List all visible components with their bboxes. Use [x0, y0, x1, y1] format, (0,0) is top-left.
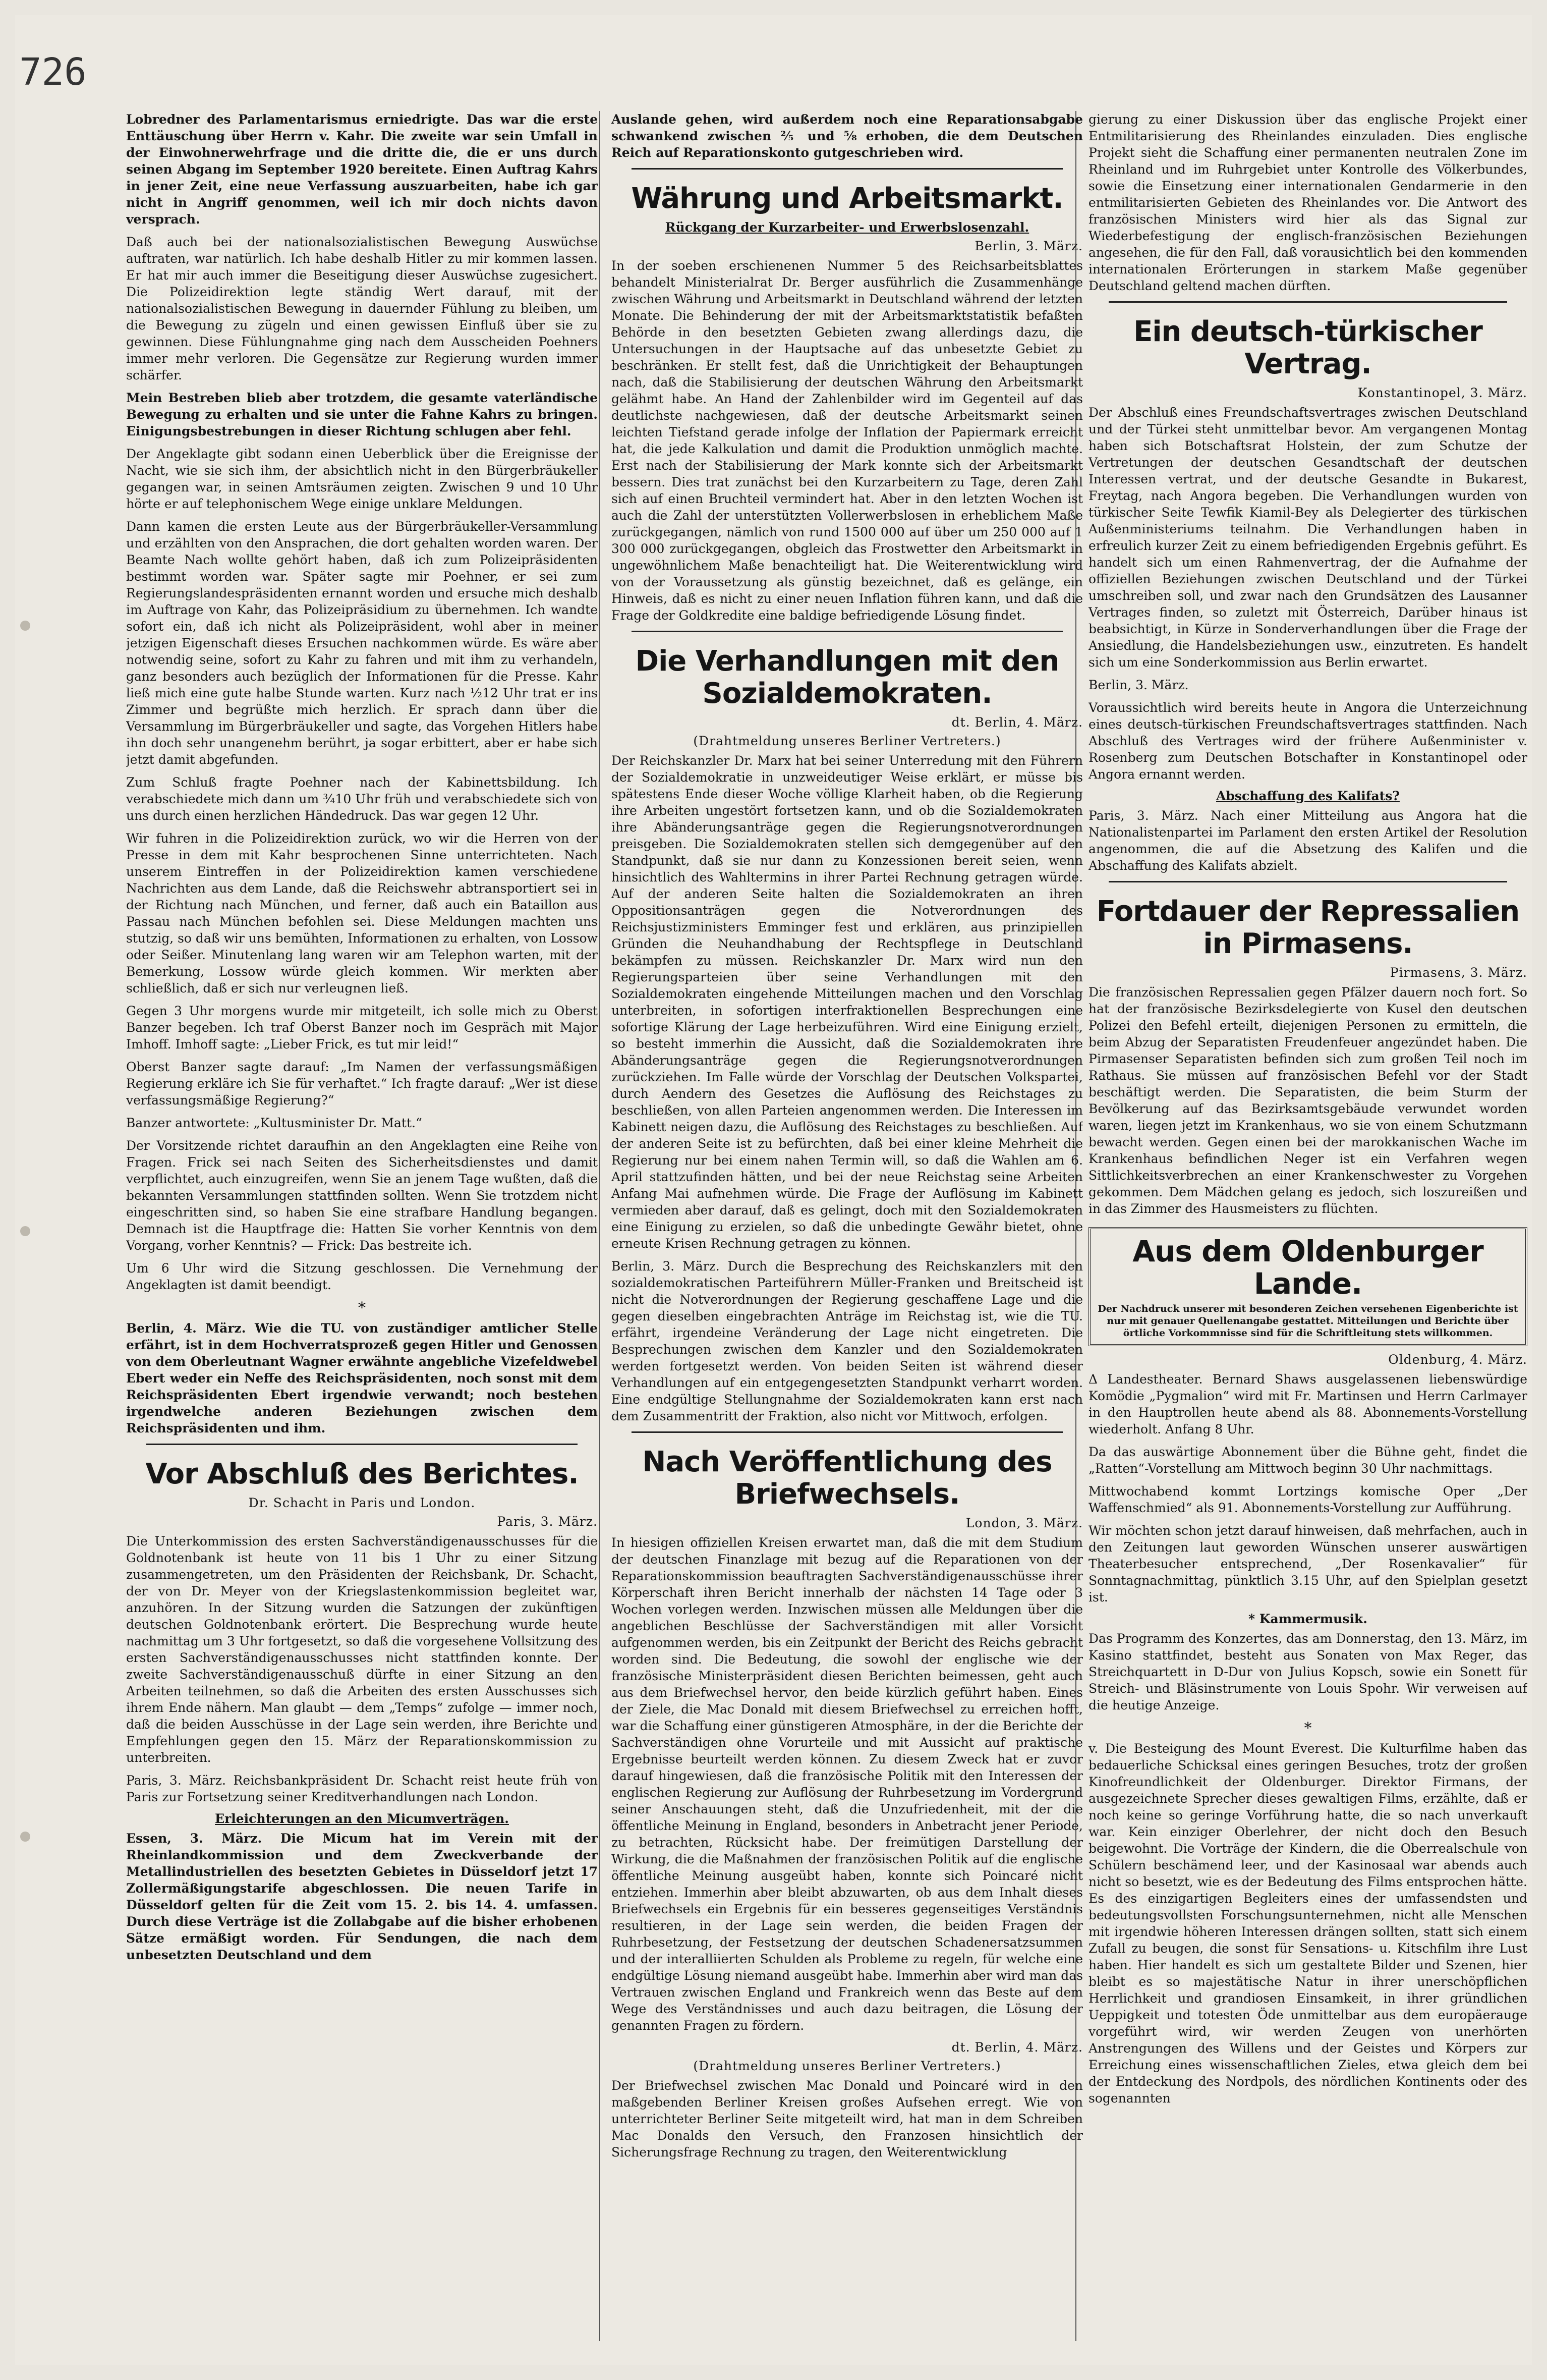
paragraph: Der Abschluß eines Freundschaftsvertrages zwischen Deutschland und der Türkei steht unmittelbar bevor. Am vergangenen Montag haben sich Botschaftsrat Holstein, der zum Schutze der Vertretungen der deutschen Gesandtschaft der deutschen Interessen vertrat, und der deutsche Gesandte in Bukarest, Freytag, nach Angora begeben. Die Verhandlungen wurden von türkischer Seite Tewfik Kiamil-Bey als Delegierter des türkischen Außenministeriums teilnahm. Die Verhandlungen haben in erfreulich kurzer Zeit zu einem befriedigenden Ergebnis geführt. Es handelt sich um einen Rahmenvertrag, der die Aufnahme der offiziellen Beziehungen zwischen Deutschland und der Türkei umschreiben soll, und zwar nach den Grundsätzen des Lausanner Vertrages finden, so zuletzt mit Österreich, Darüber hinaus ist beabsichtigt, in Kürze in Sonderverhandlungen über die Frage der Ansiedlung, die Handelsbeziehungen usw., einzutreten. Es handelt sich um eine Sonderkommission aus Berlin erwartet. [1088, 405, 1527, 670]
headline-subtitle: Dr. Schacht in Paris und London. [248, 1496, 476, 1510]
headline-tuerkei: Ein deutsch-türkischer Vertrag. [1133, 315, 1482, 380]
paragraph: Da das auswärtige Abonnement über die Bühne geht, findet die „Ratten“-Vorstellung am Mittwoch beginn 30 Uhr nachmittags. [1088, 1445, 1527, 1476]
paragraph: Der Angeklagte gibt sodann einen Ueberblick über die Ereignisse der Nacht, wie sie sich ihm, der absichtlich nicht in den Bürgerbräukeller gegangen war, in seinen Amtsräumen zeigten. Zwischen 9 und 10 Uhr hörte er auf telephonischem Wege einige unklare Meldungen. [126, 447, 598, 511]
col2-paragraphs-3 [611, 1534, 1083, 2034]
col3-paragraphs-6 [1088, 1740, 1527, 2107]
paragraph: Voraussichtlich wird bereits heute in Angora die Unterzeichnung eines deutsch-türkischen Freundschaftsvertrages stattfinden. Nach Abschluß des Vertrages wird der frühere Außenminister v. Rosenberg zum Deutschen Botschafter in Konstantinopel oder Angora ernannt werden. [1088, 700, 1527, 782]
col3-paragraphs-4 [1088, 1371, 1527, 1606]
reprint-note: Der Nachdruck unserer mit besonderen Zeichen versehenen Eigenberichte ist nur mit genauer Quellenangabe gestattet. Mitteilungen und Berichte über örtliche Vorkommnisse sind für die Schriftleitung stets willkommen. [1098, 1303, 1518, 1339]
subheadline-kammermusik: * Kammermusik. [1248, 1612, 1367, 1626]
paragraph: Der Vorsitzende richtet daraufhin an den Angeklagten eine Reihe von Fragen. Frick sei nach Seiten des Sicherheitsdienstes und damit verpflichtet, auch einzugreifen, wenn Sie an jenem Tage wußten, daß die bekannten Versammlungen stattfinden sollten. Wenn Sie trotzdem nicht eingeschritten sind, so haben Sie eine strafbare Handlung begangen. Demnach ist die Hauptfrage die: Hatten Sie vorher Kenntnis von dem Vorgang, vorher Kenntnis? — Frick: Das bestreite ich. [126, 1138, 598, 1253]
headline-sozialdemokraten: Die Verhandlungen mit den Sozialdemokraten. [635, 645, 1059, 710]
dateline: dt. Berlin, 4. März. [951, 715, 1083, 730]
lead-paragraph: gierung zu einer Diskussion über das englische Projekt einer Entmilitarisierung des Rheinlandes einzuladen. Dies englische Projekt sieht die Schaffung einer permanenten neutralen Zone im Rheinland und im Ruhrgebiet unter Kontrolle des Völkerbundes, sowie die Einsetzung einer internationalen Gendarmerie in den entmilitarisierten Gebieten des Rheinlandes vor. Die Antwort des französischen Ministers wird hier als das Signal zur Wiederbefestigung der englisch-französischen Beziehungen angesehen, die für den Fall, daß vorausichtlich bei den kommenden internationalen Erörterungen in starkem Maße gegenüber Deutschland geltend machen dürften. [1088, 112, 1527, 293]
dateline: Berlin, 3. März. [975, 239, 1083, 253]
paragraph: Zum Schluß fragte Poehner nach der Kabinettsbildung. Ich verabschiedete mich dann um ¾10 Uhr früh und verabschiedete sich von uns durch einen herzlichen Händedruck. Das war gegen 12 Uhr. [126, 775, 598, 823]
dateline: dt. Berlin, 4. März. [951, 2040, 1083, 2055]
headline-oldenburg: Aus dem Oldenburger Lande. [1132, 1234, 1483, 1301]
dateline-note: (Drahtmeldung unseres Berliner Vertreters.) [693, 734, 1001, 748]
paragraph: Die Unterkommission des ersten Sachverständigenausschusses für die Goldnotenbank ist heute von 11 bis 1 Uhr zu einer Sitzung zusammengetreten, um den Präsidenten der Reichsbank, Dr. Schacht, der von Dr. Meyer von der Kriegslastenkommission begleitet war, anzuhören. In der Sitzung wurden die Satzungen der zukünftigen deutschen Goldnotenbank erörtert. Die Besprechung wurde heute nachmittag um 3 Uhr fortgesetzt, so daß die vorgesehene Vollsitzung des ersten Sachverständigenausschusses nicht stattfinden konnte. Der zweite Sachverständigenausschuß dürfte in einer Sitzung an den Arbeiten teilnehmen, so daß die Arbeiten des ersten Ausschusses sich ihrem Ende nähern. Man glaubt — dem „Temps“ zufolge — immer noch, daß die beiden Ausschüsse in der Lage sein werden, ihre Berichte und Empfehlungen gegen den 15. März der Reparationskommission zu unterbreiten. [126, 1534, 598, 1765]
berlin-note: Berlin, 4. März. Wie die TU. von zuständiger amtlicher Stelle erfährt, ist in dem Hochverratsprozeß gegen Hitler und Genossen von dem Oberleutnant Wagner erwähnte angebliche Vizefeldwebel Ebert weder ein Neffe des Reichspräsidenten, noch sonst mit dem Reichspräsidenten Ebert irgendwie verwandt; noch bestehen irgendwelche anderen Beziehungen zwischen dem Reichspräsidenten und ihm. [126, 1321, 598, 1435]
paragraph: Wir fuhren in die Polizeidirektion zurück, wo wir die Herren von der Presse in dem mit Kahr besprochenen Sinne unterrichteten. Nach unserem Eintreffen in der Polizeidirektion kamen verschiedene Nachrichten aus dem Lande, daß die Reichswehr abtransportiert sei in der Richtung nach München, und ferner, daß auch ein Bataillon aus Passau nach München befohlen sei. Diese Meldungen machten uns stutzig, so daß wir uns bemühten, Informationen zu erhalten, von Lossow oder Seißer. Minutenlang lang waren wir am Telephon warten, mit der Bemerkung, Lossow würde gleich kommen. Wir merkten aber schließlich, daß er sich nur verleugnen ließ. [126, 831, 598, 995]
headline-pirmasens: Fortdauer der Repressalien in Pirmasens. [1096, 895, 1520, 960]
headline-vor-abschluss: Vor Abschluß des Berichtes. [145, 1458, 579, 1490]
headline-briefwechsel: Nach Veröffentlichung des Briefwechsels. [642, 1446, 1052, 1511]
dateline: Konstantinopel, 3. März. [1357, 385, 1527, 400]
paragraph: v. Die Besteigung des Mount Everest. Die Kulturfilme haben das bedauerliche Schicksal eines geringen Besuches, trotz der großen Kinofreundlichkeit der Oldenburger. Direktor Firmans, der ausgezeichnete Sprecher dieses gewaltigen Films, erzählte, daß er noch keine so geringe Vorführung hatte, die so nach unverkauft war. Kein einziger Oberlehrer, der nicht doch den Besuch beigewohnt. Die Vorträge der Kindern, die die Oberrealschule von Schülern beschämend leer, und der Kasinosaal war abends auch nicht so besetzt, wie es der Bedeutung des Films entsprochen hätte. Es des einzigartigen Begleiters eines der umfassendsten und bedeutungsvollsten Forschungsunternehmen, nicht alle Menschen mit irgendwie höheren Interessen drängen sollten, statt sich einem Zufall zu beugen, die sonst für Sensations- u. Kitschfilm ihre Lust haben. Hier handelt es sich um gestaltete Bilder und Szenen, hier bleibt es so majestätische Natur in ihrer unerschöpflichen Herrlichkeit und grandiosen Einsamkeit, in ihrer gründlichen Ueppigkeit und totesten Öde unmittelbar aus dem europäerauge vorgeführt wird, wir werden Zeugen von unerhörten Anstrengungen des Willens und der Geistes und Körpers zur Erreichung eines wissenschaftlichen Zieles, etwa gleich dem bei der Entdeckung des Nordpols, des nördlichen Kontinents oder des sogenannten [1088, 1741, 1527, 2106]
section-rule [632, 1431, 1063, 1433]
paragraph: Dann kamen die ersten Leute aus der Bürgerbräukeller-Versammlung und erzählten von den Ansprachen, die dort gehalten worden waren. Der Beamte Nach wollte gehört haben, daß ich zum Polizeipräsidenten bestimmt worden war. Später sagte mir Poehner, er sei zum Regierungslandespräsidenten ernannt worden und ersuche mich deshalb im Auftrage von Kahr, das Polizeipräsidium zu übernehmen. Ich wandte sofort ein, daß ich nicht als Polizeipräsident, wohl aber in meiner jetzigen Eigenschaft dieses Ersuchen nachkommen würde. Es wäre aber notwendig seine, sofort zu Kahr zu fahren und mit ihm zu verhandeln, ganz besonders auch bezüglich der Informationen für die Presse. Kahr ließ mich eine gute halbe Stunde warten. Kurz nach ½12 Uhr trat er ins Zimmer und begrüßte mich herzlich. Er sprach dann über die Versammlung im Bürgerbräukeller und sagte, das Vorgehen Hitlers habe ihn doch sehr unangenehm berührt, ja sogar erbittert, aber er habe sich jetzt damit abgefunden. [126, 519, 598, 767]
paragraph: Gegen 3 Uhr morgens wurde mir mitgeteilt, ich solle mich zu Oberst Banzer begeben. Ich traf Oberst Banzer noch im Gespräch mit Major Imhoff. Imhoff sagte: „Lieber Frick, es tut mir leid!“ [126, 1004, 598, 1051]
paragraph: Mittwochabend kommt Lortzings komische Oper „Der Waffenschmied“ als 91. Abonnements-Vorstellung zur Aufführung. [1088, 1484, 1527, 1515]
paragraph: Lobredner des Parlamentarismus erniedrigte. Das war die erste Enttäuschung über Herrn v. Kahr. Die zweite war sein Umfall in der Einwohnerwehrfrage und die dritte die, die er uns durch seinen Abgang im September 1920 bereitete. Einen Auftrag Kahrs in jener Zeit, eine neue Verfassung auszuarbeiten, habe ich gar nicht in Angriff genommen, weil ich mir doch nichts davon versprach. [126, 112, 598, 227]
lead-paragraph: Auslande gehen, wird außerdem noch eine Reparationsabgabe schwankend zwischen ⅖ und ⅝ erhoben, die dem Deutschen Reich auf Reparationskonto gutgeschrieben wird. [611, 112, 1083, 160]
col1-paragraphs-3 [126, 1830, 598, 1963]
col2-paragraphs-4 [611, 2077, 1083, 2161]
paragraph: Der Reichskanzler Dr. Marx hat bei seiner Unterredung mit den Führern der Sozialdemokratie in unzweideutiger Weise erklärt, er müsse bis spätestens Ende dieser Woche völlige Klarheit haben, ob die Regierung ihre Arbeiten ungestört fortsetzen kann, und ob die Sozialdemokraten ihre Abänderungsanträge gegen die Regierungsnotverordnungen preisgeben. Die Sozialdemokraten stellen sich demgegenüber auf den Standpunkt, daß sie nur dann zu Konzessionen bereit seien, wenn hinsichtlich des Wahltermins in ihrer Partei Rechnung getragen würde. Auf der anderen Seite halten die Sozialdemokraten an ihren Oppositionsanträgen gegen die Notverordnungen des Reichsjustizministers Emminger fest und erklären, aus prinzipiellen Gründen die Neuhandhabung der Rechtspflege in Deutschland bekämpfen zu müssen. Reichskanzler Dr. Marx wird nun den Regierungsparteien über seine Verhandlungen mit den Sozialdemokraten eingehende Mitteilungen machen und den Vorschlag unterbreiten, in sofortigen interfraktionellen Besprechungen eine sofortige Klärung der Lage herbeizuführen. Wird eine Einigung erzielt, so besteht immerhin die Aussicht, daß die Sozialdemokraten ihre Abänderungsanträge gegen die Regierungsnotverordnungen zurückziehen. Im Falle würde der Vorschlag der Deutschen Volkspartei, durch Aendern des Gesetzes die Auflösung des Reichstages zu beschließen, von allen Parteien angenommen werden. Die Interessen im Kabinett neigen dazu, die Auflösung des Reichstages zu beschließen. Auf der anderen Seite ist zu befürchten, daß bei einer kleine Mehrheit die Regierung nur bei einem nahen Termin will, so daß die Wahlen am 6. April stattzufinden hätten, und bei der neue Reichstag seine Arbeiten Anfang Mai aufnehmen würde. Die Frage der Auflösung im Kabinett vermieden aber darauf, daß es gelingt, doch mit den Sozialdemokraten eine Einigung zu erzielen, so daß die unbedingte Gewähr bietet, ohne erneute Krisen Rechnung getragen zu können. [611, 753, 1083, 1251]
paragraph: Die französischen Repressalien gegen Pfälzer dauern noch fort. So hat der französische Bezirksdelegierte von Kusel den deutschen Polizei den Befehl erteilt, diejenigen Personen zu ermitteln, die beim Abzug der Separatisten Freudenfeuer angezündet haben. Die Pirmasenser Separatisten befinden sich zum großen Teil noch im Rathaus. Sie müssen auf französischen Befehl vor der Stadt beschäftigt werden. Die Separatisten, die beim Sturm der Bevölkerung auf das Bezirksamtsgebäude verwundet worden waren, liegen jetzt im Krankenhaus, wo sie von einem Schutzmann bewacht werden. Gegen einen bei der marokkanischen Wache im Krankenhaus befindlichen Neger ist ein Verfahren wegen Sittlichkeitsverbrechen an einer Krankenschwester zu Vorgehen gekommen. Dem Mädchen gelang es jedoch, sich loszureißen und in das Zimmer des Hausmeisters zu flüchten. [1088, 985, 1527, 1216]
col3-paragraphs-1 [1088, 404, 1527, 783]
col1-paragraphs [126, 111, 598, 1293]
separator-star: * [358, 1299, 366, 1317]
paragraph: Paris, 3. März. Nach einer Mitteilung aus Angora hat die Nationalistenpartei im Parlament den ersten Artikel der Resolution angenommen, die auf die Absetzung des Kalifen und die Abschaffung des Kalifats abzielt. [1088, 808, 1527, 873]
col3-paragraphs-2 [1088, 807, 1527, 874]
col2-paragraphs-1 [611, 257, 1083, 624]
paragraph: In der soeben erschienenen Nummer 5 des Reichsarbeitsblattes behandelt Ministerialrat Dr. Berger ausführlich die Zusammenhänge zwischen Währung und Arbeitsmarkt in Deutschland während der letzten Monate. Die Behinderung der mit der Arbeitsmarktstatistik befaßten Behörde in den besetzten Gebieten zwang allerdings dazu, die Untersuchungen in der Hauptsache auf das unbesetzte Gebiet zu beschränken. Er stellt fest, daß die Unrichtigkeit der Behauptungen nach, daß die Stabilisierung der deutschen Währung den Arbeitsmarkt gelähmt habe. An Hand der Zahlenbilder wird im Gegenteil auf das deutlichste nachgewiesen, daß der deutsche Arbeitsmarkt seinen leichten Tiefstand gerade infolge der Inflation der Papiermark erreicht hat, die jede Kalkulation und damit die Produktion unmöglich machte. Erst nach der Stabilisierung der Mark konnte sich der Arbeitsmarkt bessern. Dies trat zunächst bei den Kurzarbeitern zu Tage, deren Zahl sich auf einen Bruchteil vermindert hat. Aber in den letzten Wochen ist auch die Zahl der unterstützten Vollerwerbslosen in erheblichem Maße zurückgegangen, nämlich von rund 1500 000 auf über um 250 000 auf 1 300 000 zurückgegangen, obgleich das Frostwetter den Arbeitsmarkt in ungewöhnlichem Maße benachteiligt hat. Die Weiterentwicklung wird von der Voraussetzung als günstig bezeichnet, daß es gelänge, ein Hinweis, daß es nicht zu einer neuen Inflation führen kann, und daß die Frage der Goldkredite eine baldige befriedigende Lösung findet. [611, 258, 1083, 623]
section-rule [146, 1444, 578, 1445]
paragraph: Oberst Banzer sagte darauf: „Im Namen der verfassungsmäßigen Regierung erkläre ich Sie für verhaftet.“ Ich fragte darauf: „Wer ist diese verfassungsmäßige Regierung?“ [126, 1060, 598, 1108]
dateline: London, 3. März. [965, 1516, 1083, 1530]
section-rule [632, 168, 1063, 170]
binding-hole [20, 1226, 30, 1236]
col1-paragraphs-2 [126, 1533, 598, 1805]
paragraph: Mein Bestreben blieb aber trotzdem, die gesamte vaterländische Bewegung zu erhalten und sie unter die Fahne Kahrs zu bringen. Einigungsbestrebungen in dieser Richtung schlugen aber fehl. [126, 391, 598, 438]
column-1 [126, 111, 598, 2346]
paragraph: Δ Landestheater. Bernard Shaws ausgelassenen liebenswürdige Komödie „Pygmalion“ wird mit Fr. Martinsen und Herrn Carlmayer in den Hauptrollen heute abend als 88. Abonnements-Vorstellung wiederholt. Anfang 8 Uhr. [1088, 1372, 1527, 1436]
paragraph: Paris, 3. März. Reichsbankpräsident Dr. Schacht reist heute früh von Paris zur Fortsetzung seiner Kreditverhandlungen nach London. [126, 1773, 598, 1804]
paragraph: Berlin, 3. März. [1088, 678, 1189, 692]
column-rule [599, 111, 600, 2341]
dateline: Paris, 3. März. [497, 1514, 598, 1529]
dateline-note: (Drahtmeldung unseres Berliner Vertreters.) [693, 2059, 1001, 2073]
paragraph: Der Briefwechsel zwischen Mac Donald und Poincaré wird in den maßgebenden Berliner Kreisen großes Aufsehen erregt. Wie von unterrichteter Berliner Seite mitgeteilt wird, hat man in dem Schreiben Mac Donalds den Versuch, den Franzosen hinsichtlich der Sicherungsfrage Rechnung zu tragen, den Weiterentwicklung [611, 2078, 1083, 2160]
dateline: Pirmasens, 3. März. [1390, 965, 1527, 980]
binding-hole [20, 621, 30, 631]
subheadline-kalifat: Abschaffung des Kalifats? [1216, 789, 1400, 803]
column-3 [1088, 111, 1527, 2346]
col3-paragraphs-3 [1088, 984, 1527, 1217]
paragraph: Wir möchten schon jetzt darauf hinweisen, daß mehrfachen, auch in den Zeitungen laut geworden Wünschen unserer auswärtigen Theaterbesucher entsprechend, „Der Rosenkavalier“ für Sonntagnachmittag, pünktlich 3.15 Uhr, auf den Spielplan gesetzt ist. [1088, 1523, 1527, 1604]
subheadline-micum: Erleichterungen an den Micumverträgen. [215, 1811, 509, 1826]
paragraph: Banzer antwortete: „Kultusminister Dr. Matt.“ [126, 1116, 422, 1130]
section-box-oldenburg [1088, 1227, 1527, 1346]
paragraph: Um 6 Uhr wird die Sitzung geschlossen. Die Vernehmung der Angeklagten ist damit beendigt. [126, 1261, 598, 1292]
headline-subtitle: Rückgang der Kurzarbeiter- und Erwerbslosenzahl. [665, 220, 1029, 235]
dateline: Oldenburg, 4. März. [1388, 1352, 1527, 1367]
page-number: 726 [19, 50, 87, 94]
paragraph: Daß auch bei der nationalsozialistischen Bewegung Auswüchse auftraten, war natürlich. Ich habe deshalb Hitler zu mir kommen lassen. Er hat mir auch immer die Beseitigung dieser Auswüchse zugesichert. Die Polizeidirektion legte ständig Wert darauf, mit der nationalsozialistischen Bewegung in dauernder Fühlung zu bleiben, um die Bewegung zu zügeln und einen gewissen Einfluß über sie zu gewinnen. Diese Fühlungnahme ging nach dem Ausscheiden Poehners immer mehr verloren. Die Gegensätze zur Regierung wurden immer schärfer. [126, 235, 598, 382]
separator-star: * [1304, 1720, 1312, 1737]
paragraph: In hiesigen offiziellen Kreisen erwartet man, daß die mit dem Studium der deutschen Finanzlage mit bezug auf die Reparationen von der Reparationskommission beauftragten Sachverständigenausschüsse ihrer Körperschaft ihren Bericht innerhalb der nächsten 14 Tage oder 3 Wochen vorlegen werden. Inzwischen müssen alle Meldungen über die angeblichen Beschlüsse der Sachverständigen mit aller Vorsicht aufgenommen werden, bis ein Zeitpunkt der Bericht des Reichs gebracht worden sind. Die Bedeutung, die sowohl der englische wie der französische Ministerpräsident diesen Berichten beimessen, geht auch aus dem Briefwechsel hervor, den beide kürzlich geführt haben. Eines der Ziele, die Mac Donald mit diesem Briefwechsel zu erreichen hofft, war die Schaffung einer günstigeren Atmosphäre, in der die Berichte der Sachverständigen ohne Vorurteile und mit Aussicht auf praktische Ergebnisse beurteilt werden können. Zu diesem Zweck hat er zuvor darauf hingewiesen, daß die französische Politik mit den Interessen der englischen Regierung zur Auflösung der Ruhrbesetzung im Vordergrund seiner Anschauungen steht, daß die Unzufriedenheit, mit der die öffentliche Meinung in England, besonders in Anbetracht jener Periode, zu betrachten, Rücksicht habe. Der freimütigen Darstellung der Wirkung, die die Maßnahmen der französischen Politik auf die englische öffentliche Meinung ausgeübt haben, konnte sich Poincaré nicht entziehen. Immerhin aber bleibt abzuwarten, ob aus dem Inhalt dieses Briefwechsels ein Ergebnis für ein besseres gegenseitiges Verständnis resultieren, in der Lage sein werden, die beiden Fragen der Ruhrbesetzung, der Festsetzung der deutschen Schadenersatzsummen und der interalliierten Schulden als Probleme zu regeln, für welche eine endgültige Lösung niemand ausgeübt habe. Immerhin aber wird man das Vertrauen zwischen England und Frankreich wenn das Beste auf dem Wege des Verständnisses und auch dazu beitragen, die Lösung der genannten Fragen zu fördern. [611, 1535, 1083, 2033]
section-rule [632, 631, 1063, 632]
column-2 [611, 111, 1083, 2346]
section-rule [1109, 881, 1507, 882]
paragraph: Berlin, 3. März. Durch die Besprechung des Reichskanzlers mit den sozialdemokratischen Parteiführern Müller-Franken und Breitscheid ist nicht die Notverordnungen der Regierung geschaffene Lage und die gegen dieselben eingebrachten Anträge im Reichstag ist, wie die TU. erfährt, irgendeine Veränderung der Lage nicht eingetreten. Die Besprechungen zwischen dem Kanzler und den Sozialdemokraten werden fortgesetzt werden. Von beiden Seiten ist während dieser Verhandlungen auf ein entgegengesetzten Standpunkt verharrt worden. Eine endgültige Stellungnahme der Sozialdemokraten kann erst nach dem Zusammentritt der Fraktion, also nicht vor Mittwoch, erfolgen. [611, 1259, 1083, 1423]
headline-waehrung: Währung und Arbeitsmarkt. [631, 182, 1063, 215]
col3-paragraphs-5 [1088, 1630, 1527, 1713]
newspaper-page [15, 15, 1532, 2365]
paragraph: Das Programm des Konzertes, das am Donnerstag, den 13. März, im Kasino stattfindet, besteht aus Sonaten von Max Reger, das Streichquartett in D-Dur von Julius Kopsch, sowie ein Sonett für Streich- und Bläsinstrumente von Louis Spohr. Wir verweisen auf die heutige Anzeige. [1088, 1631, 1527, 1712]
col2-paragraphs-2 [611, 752, 1083, 1424]
section-rule [1109, 301, 1507, 303]
paragraph: Essen, 3. März. Die Micum hat im Verein mit der Rheinlandkommission und dem Zweckverbande der Metallindustriellen des besetzten Gebietes in Düsseldorf jetzt 17 Zollermäßigungstarife abgeschlossen. Die neuen Tarife in Düsseldorf gelten für die Zeit vom 15. 2. bis 14. 4. umfassen. Durch diese Verträge ist die Zollabgabe auf die bisher erhobenen Sätze ermäßigt worden. Für Sendungen, die nach dem unbesetzten Deutschland und dem [126, 1831, 598, 1962]
binding-hole [20, 1832, 30, 1842]
